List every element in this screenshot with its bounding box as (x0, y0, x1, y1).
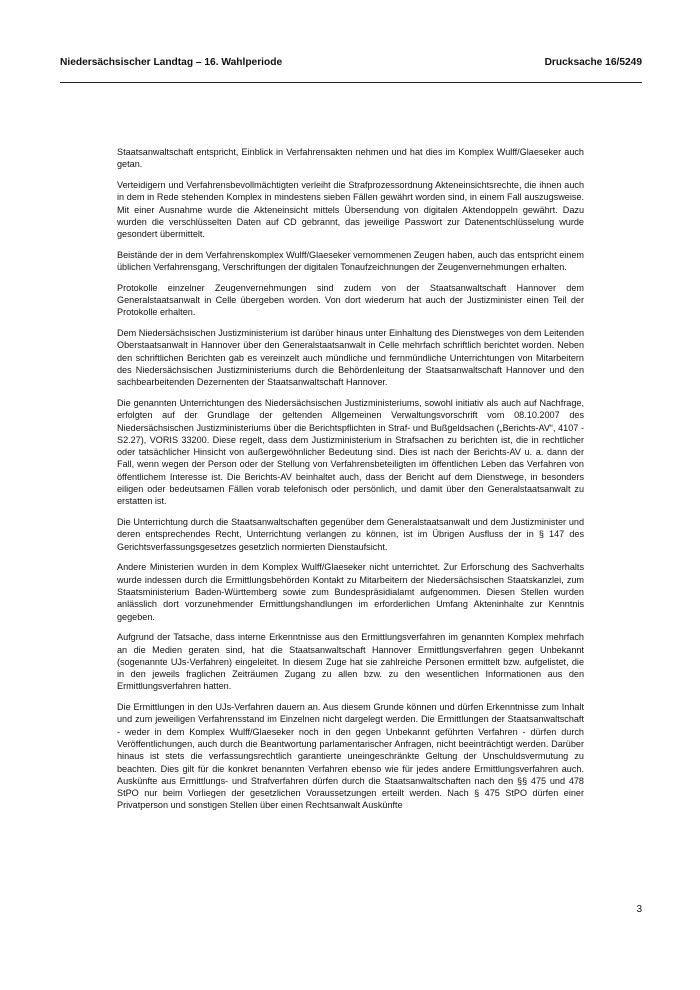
page-header (60, 56, 642, 70)
paragraph: Andere Ministerien wurden in dem Komplex Wulff/Glaeseker nicht unterrichtet. Zur Erforschung des Sachverhalts wurde indessen durch die Ermittlungsbehörden Kontakt zu Mitarbeitern der Niedersächsischen Staatskanzlei, zum Staatsministerium Baden-Württemberg sowie zum Bundespräsidialamt aufgenommen. Diesen Stellen wurden anlässlich dort vorzunehmender Ermittlungshandlungen im erforderlichen Umfang Akteninhalte zur Kenntnis gegeben. (117, 562, 584, 622)
header-parliament-title: Niedersächsischer Landtag – 16. Wahlperiode (60, 57, 283, 68)
paragraph: Beistände der in dem Verfahrenskomplex Wulff/Glaeseker vernommenen Zeugen haben, auch das entspricht einem üblichen Verfahrensgang, Verschriftungen der digitalen Tonaufzeichnungen der Zeugenvernehmungen erhalten. (117, 249, 584, 273)
paragraph: Aufgrund der Tatsache, dass interne Erkenntnisse aus den Ermittlungsverfahren im genannten Komplex mehrfach an die Medien geraten sind, hat die Staatsanwaltschaft Hannover Ermittlungsverfahren gegen Unbekannt (sogenannte UJs-Verfahren) eingeleitet. In diesem Zuge hat sie zahlreiche Personen ermittelt bzw. aufgelistet, die in den jeweils fraglichen Zeiträumen Zugang zu allen bzw. zu den wesentlichen Informationen aus den Ermittlungsverfahren hatten. (117, 632, 584, 692)
page-number: 3 (636, 904, 642, 915)
paragraph: Die Unterrichtung durch die Staatsanwaltschaften gegenüber dem Generalstaatsanwalt und dem Justizminister und deren entsprechendes Recht, Unterrichtung verlangen zu können, ist im Übrigen Ausfluss der in § 147 des Gerichtsverfassungsgesetzes gesetzlich normierten Dienstaufsicht. (117, 517, 584, 552)
paragraph: Die genannten Unterrichtungen des Niedersächsischen Justizministeriums, sowohl initiativ als auch auf Nachfrage, erfolgten auf der Grundlage der geltenden Allgemeinen Verwaltungsvorschrift vom 08.10.2007 des Niedersächsischen Justizministeriums über die Berichtspflichten in Straf- und Bußgeldsachen („Berichts-AV“, 4107 - S2.27), VORIS 33200. Diese regelt, dass dem Justizministerium in Strafsachen zu berichten ist, die in rechtlicher oder tatsächlicher Hinsicht von außergewöhnlicher Bedeutung sind. Dies ist nach der Berichts-AV u. a. dann der Fall, wenn wegen der Person oder der Stellung von Verfahrensbeteiligten im öffentlichen Leben das Verfahren von öffentlichem Interesse ist. Die Berichts-AV beinhaltet auch, dass der Bericht auf dem Dienstwege, in besonders eiligen oder bedeutsamen Fällen vorab telefonisch oder persönlich, und damit über den Generalstaatsanwalt zu erstatten ist. (117, 398, 584, 507)
paragraph: Verteidigern und Verfahrensbevollmächtigten verleiht die Strafprozessordnung Akteneinsichtsrechte, die ihnen auch in dem in Rede stehenden Komplex in mindestens sieben Fällen gewährt worden sind, in einem Fall auszugsweise. Mit einer Ausnahme wurde die Akteneinsicht mittels Übersendung von digitalen Aktendoppeln gewährt. Dazu wurden die verschlüsselten Daten auf CD gebrannt, das jeweilige Passwort zur Datenentschlüsselung wurde gesondert übermittelt. (117, 179, 584, 240)
header-divider (60, 82, 642, 83)
paragraph: Protokolle einzelner Zeugenvernehmungen sind zudem von der Staatsanwaltschaft Hannover dem Generalstaatsanwalt in Celle übergeben worden. Von dort wiederum hat auch der Justizminister einen Teil der Protokolle erhalten. (117, 282, 584, 318)
paragraph: Staatsanwaltschaft entspricht, Einblick in Verfahrensakten nehmen und hat dies im Komplex Wulff/Glaeseker auch getan. (117, 147, 584, 170)
paragraph: Die Ermittlungen in den UJs-Verfahren dauern an. Aus diesem Grunde können und dürfen Erkenntnisse zum Inhalt und zum jeweiligen Verfahrensstand im Einzelnen nicht dargelegt werden. Die Ermittlungen der Staatsanwaltschaft - weder in dem Komplex Wulff/Glaeseker noch in den gegen Unbekannt geführten Verfahren - dürfen durch Veröffentlichungen, auch durch die Beantwortung parlamentarischer Anfragen, nicht beeinträchtigt werden. Darüber hinaus ist stets die verfassungsrechtlich garantierte uneingeschränkte Geltung der Unschuldsvermutung zu beachten. Dies gilt für die konkret benannten Verfahren ebenso wie für jedes andere Ermittlungsverfahren auch. Auskünfte aus Ermittlungs- und Strafverfahren dürfen durch die Staatsanwaltschaften nach den §§ 475 und 478 StPO nur beim Vorliegen der gesetzlichen Voraussetzungen erteilt werden. Nach § 475 StPO dürfen einer Privatperson und sonstigen Stellen über einen Rechtsanwalt Auskünfte (117, 702, 584, 811)
header-document-number: Drucksache 16/5249 (544, 57, 642, 68)
document-body (117, 146, 584, 820)
paragraph: Dem Niedersächsischen Justizministerium ist darüber hinaus unter Einhaltung des Dienstweges von dem Leitenden Oberstaatsanwalt in Hannover über den Generalstaatsanwalt in Celle mehrfach schriftlich berichtet worden. Neben den schriftlichen Berichten gab es vereinzelt auch mündliche und fernmündliche Unterrichtungen von Mitarbeitern des Niedersächsischen Justizministeriums durch die Behördenleitung der Staatsanwaltschaft Hannover und den sachbearbeitenden Dezernenten der Staatsanwaltschaft Hannover. (117, 328, 584, 388)
